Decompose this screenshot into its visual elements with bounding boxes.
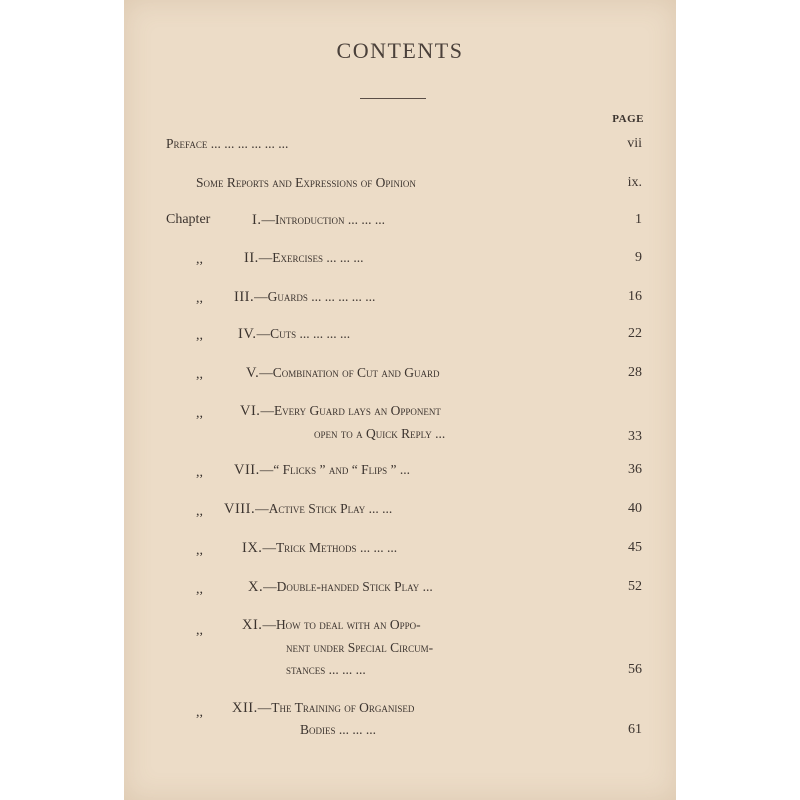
toc-page-ch5: 28 bbox=[628, 365, 642, 380]
toc-page-ch8: 40 bbox=[628, 501, 642, 516]
chapter-title: —“ Flicks ” and “ Flips ” ... bbox=[259, 462, 411, 477]
toc-entry-ch6-cont: open to a Quick Reply ... bbox=[314, 426, 446, 441]
chapter-number: VII. bbox=[234, 462, 260, 478]
chapter-title: —Active Stick Play ... ... bbox=[255, 501, 393, 516]
ditto-mark: ,, bbox=[196, 543, 203, 558]
chapter-number: I. bbox=[252, 212, 262, 228]
chapter-title: —The Training of Organised bbox=[257, 700, 415, 715]
ditto-mark: ,, bbox=[196, 328, 203, 343]
chapter-title: —Cuts ... ... ... ... bbox=[256, 326, 351, 341]
chapter-number: VI. bbox=[240, 403, 261, 419]
page-title: CONTENTS bbox=[336, 38, 464, 63]
toc-page-ch1: 1 bbox=[635, 212, 642, 227]
ditto-mark: ,, bbox=[196, 367, 203, 382]
ditto-mark: ,, bbox=[196, 406, 203, 421]
ditto-mark: ,, bbox=[196, 623, 203, 638]
chapter-number: VIII. bbox=[224, 501, 256, 517]
toc-page-ch12: 61 bbox=[628, 722, 642, 737]
toc-entry-ch11-cont1: nent under Special Circum- bbox=[286, 640, 434, 655]
toc-page-preface: vii bbox=[627, 136, 642, 151]
ditto-mark: ,, bbox=[196, 504, 203, 519]
page-column-label: PAGE bbox=[612, 113, 644, 125]
toc-entry-ch5 bbox=[246, 364, 440, 382]
chapter-number: IX. bbox=[242, 540, 263, 556]
chapter-number: X. bbox=[248, 579, 264, 595]
toc-entry-ch7 bbox=[234, 461, 410, 479]
title-rule bbox=[360, 98, 426, 99]
toc-entry-ch2 bbox=[244, 249, 364, 267]
toc-entry-ch11-cont2: stances ... ... ... bbox=[286, 662, 366, 677]
toc-page-ch6: 33 bbox=[628, 429, 642, 444]
toc-page-ch4: 22 bbox=[628, 326, 642, 341]
ditto-mark: ,, bbox=[196, 582, 203, 597]
ditto-mark: ,, bbox=[196, 705, 203, 720]
chapter-title: —Combination of Cut and Guard bbox=[259, 365, 440, 380]
ditto-mark: ,, bbox=[196, 252, 203, 267]
book-page bbox=[124, 0, 676, 800]
toc-entry-ch12 bbox=[232, 699, 414, 717]
chapter-title: —Exercises ... ... ... bbox=[258, 250, 364, 265]
chapter-title: —Trick Methods ... ... ... bbox=[262, 540, 398, 555]
toc-page-reports: ix. bbox=[627, 175, 642, 190]
toc-page-ch7: 36 bbox=[628, 462, 642, 477]
toc-title-reports: Some Reports and Expressions of Opinion bbox=[196, 175, 416, 190]
toc-entry-ch6 bbox=[240, 402, 441, 420]
toc-entry-ch1 bbox=[252, 211, 385, 229]
chapter-label: Chapter bbox=[166, 212, 211, 227]
toc-page-ch10: 52 bbox=[628, 579, 642, 594]
toc-page-ch2: 9 bbox=[635, 250, 642, 265]
toc-title-preface: Preface ... ... ... ... ... ... bbox=[166, 136, 289, 151]
chapter-number: XII. bbox=[232, 700, 258, 716]
toc-page-ch9: 45 bbox=[628, 540, 642, 555]
chapter-title: —Every Guard lays an Opponent bbox=[260, 403, 441, 418]
ditto-mark: ,, bbox=[196, 465, 203, 480]
toc-entry-ch8 bbox=[224, 500, 392, 518]
chapter-number: II. bbox=[244, 250, 259, 266]
chapter-number: III. bbox=[234, 289, 255, 305]
toc-entry-ch10 bbox=[248, 578, 433, 596]
toc-entry-ch12-cont: Bodies ... ... ... bbox=[300, 722, 377, 737]
chapter-title: —Double-handed Stick Play ... bbox=[263, 579, 433, 594]
chapter-number: IV. bbox=[238, 326, 257, 342]
ditto-mark: ,, bbox=[196, 291, 203, 306]
toc-entry-ch9 bbox=[242, 539, 397, 557]
chapter-number: V. bbox=[246, 365, 260, 381]
toc-page-ch3: 16 bbox=[628, 289, 642, 304]
chapter-title: —How to deal with an Oppo- bbox=[262, 617, 421, 632]
chapter-title: —Introduction ... ... ... bbox=[261, 212, 385, 227]
toc-entry-ch3 bbox=[234, 288, 375, 306]
toc-page-ch11: 56 bbox=[628, 662, 642, 677]
toc-entry-ch11 bbox=[242, 616, 421, 634]
chapter-title: —Guards ... ... ... ... ... bbox=[254, 289, 376, 304]
toc-entry-ch4 bbox=[238, 325, 350, 343]
chapter-number: XI. bbox=[242, 617, 263, 633]
